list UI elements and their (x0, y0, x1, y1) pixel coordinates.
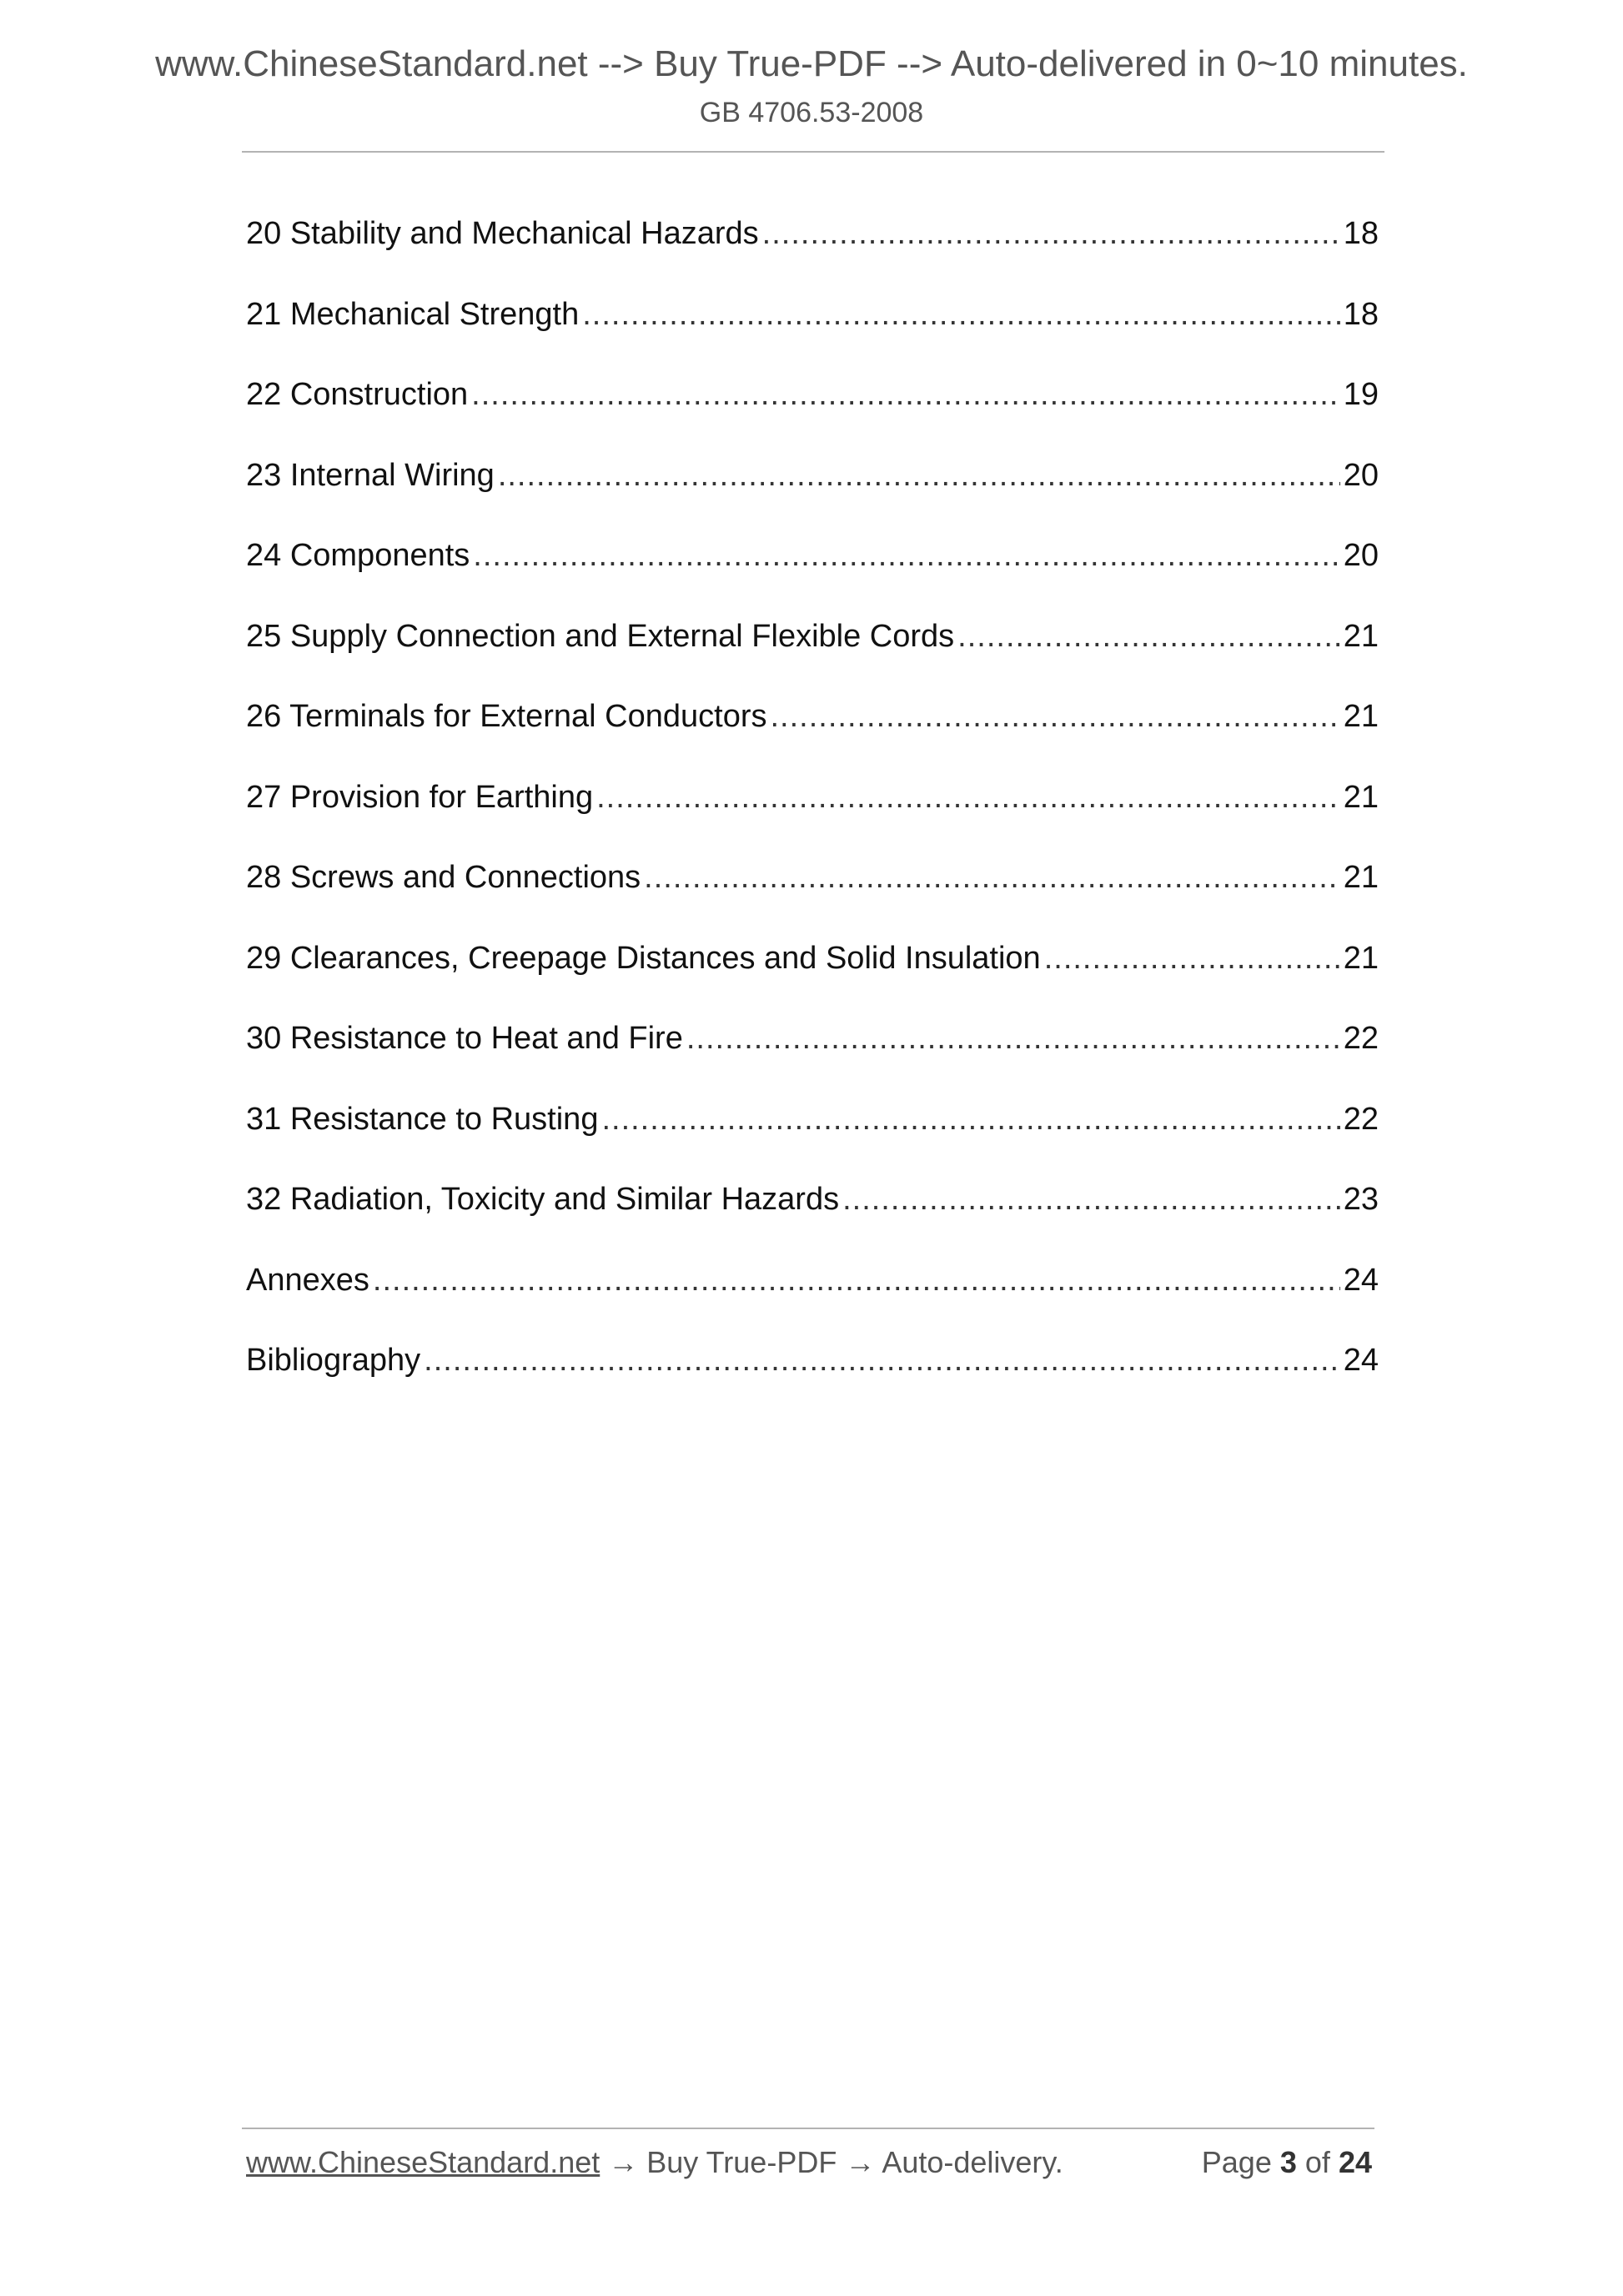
toc-entry-page: 19 (1343, 377, 1379, 412)
toc-entry-page: 18 (1343, 296, 1379, 332)
toc-dot-leader (842, 1179, 1340, 1219)
toc-dot-leader (770, 696, 1339, 736)
toc-entry[interactable] (246, 214, 1379, 294)
toc-entry[interactable] (246, 374, 1379, 455)
toc-entry-title: 28 Screws and Connections (246, 860, 641, 895)
toc-entry-page: 24 (1343, 1343, 1379, 1378)
toc-entry[interactable] (246, 616, 1379, 697)
header-banner: www.ChineseStandard.net --> Buy True-PDF --> Auto-delivered in 0~10 minutes. (155, 43, 1468, 84)
toc-entry-page: 21 (1343, 940, 1379, 976)
header-divider (242, 151, 1384, 153)
toc-dot-leader (1044, 938, 1340, 978)
toc-entry[interactable] (246, 1340, 1379, 1421)
toc-entry-page: 20 (1343, 538, 1379, 573)
toc-entry-title: 24 Components (246, 538, 470, 573)
page-of-label: of (1304, 2145, 1330, 2179)
toc-entry-title: 20 Stability and Mechanical Hazards (246, 216, 759, 251)
toc-entry[interactable] (246, 777, 1379, 858)
document-code: GB 4706.53-2008 (699, 97, 924, 128)
toc-dot-leader (582, 294, 1339, 334)
toc-dot-leader (498, 455, 1340, 495)
page-label: Page (1201, 2145, 1272, 2179)
toc-entry-page: 23 (1343, 1182, 1379, 1217)
toc-dot-leader (473, 535, 1339, 575)
toc-dot-leader (762, 214, 1340, 254)
page-current: 3 (1279, 2145, 1297, 2179)
toc-dot-leader (601, 1099, 1339, 1139)
toc-entry-title: 22 Construction (246, 377, 469, 412)
footer-divider (242, 2128, 1374, 2129)
toc-entry-page: 22 (1343, 1101, 1379, 1137)
page-total: 24 (1338, 2145, 1372, 2179)
toc-dot-leader (957, 616, 1340, 656)
toc-entry[interactable] (246, 535, 1379, 616)
toc-dot-leader (644, 857, 1340, 897)
page-number (1202, 2145, 1372, 2180)
toc-entry-page: 21 (1343, 860, 1379, 895)
toc-entry-page: 21 (1343, 618, 1379, 654)
toc-entry[interactable] (246, 857, 1379, 938)
toc-entry[interactable] (246, 294, 1379, 375)
toc-entry-page: 21 (1343, 779, 1379, 815)
footer-promo (246, 2145, 1063, 2180)
toc-dot-leader (596, 777, 1340, 817)
toc-entry-title: 23 Internal Wiring (246, 457, 495, 493)
footer-website-link[interactable]: www.ChineseStandard.net (246, 2145, 600, 2179)
toc-entry-title: 29 Clearances, Creepage Distances and Solid Insulation (246, 940, 1041, 976)
toc-entry[interactable] (246, 1179, 1379, 1260)
toc-entry[interactable] (246, 1260, 1379, 1341)
toc-entry-title: Annexes (246, 1262, 369, 1298)
toc-entry-title: 27 Provision for Earthing (246, 779, 594, 815)
toc-entry-page: 22 (1343, 1021, 1379, 1056)
toc-entry[interactable] (246, 1099, 1379, 1180)
toc-entry[interactable] (246, 938, 1379, 1019)
footer-tagline: → Buy True-PDF → Auto-delivery. (600, 2145, 1063, 2179)
toc-dot-leader (373, 1260, 1340, 1300)
toc-entry-title: 32 Radiation, Toxicity and Similar Hazards (246, 1182, 840, 1217)
toc-entry[interactable] (246, 696, 1379, 777)
toc-entry-title: Bibliography (246, 1343, 421, 1378)
toc-entry-title: 30 Resistance to Heat and Fire (246, 1021, 683, 1056)
table-of-contents (246, 214, 1379, 1421)
toc-dot-leader (471, 374, 1340, 414)
toc-dot-leader (686, 1018, 1340, 1058)
toc-entry-page: 24 (1343, 1262, 1379, 1298)
toc-entry-page: 20 (1343, 457, 1379, 493)
toc-entry-page: 18 (1343, 216, 1379, 251)
toc-entry-title: 25 Supply Connection and External Flexible Cords (246, 618, 955, 654)
toc-dot-leader (424, 1340, 1340, 1380)
toc-entry[interactable] (246, 1018, 1379, 1099)
toc-entry[interactable] (246, 455, 1379, 536)
toc-entry-title: 31 Resistance to Rusting (246, 1101, 599, 1137)
toc-entry-title: 26 Terminals for External Conductors (246, 699, 767, 734)
toc-entry-page: 21 (1343, 699, 1379, 734)
toc-entry-title: 21 Mechanical Strength (246, 296, 580, 332)
